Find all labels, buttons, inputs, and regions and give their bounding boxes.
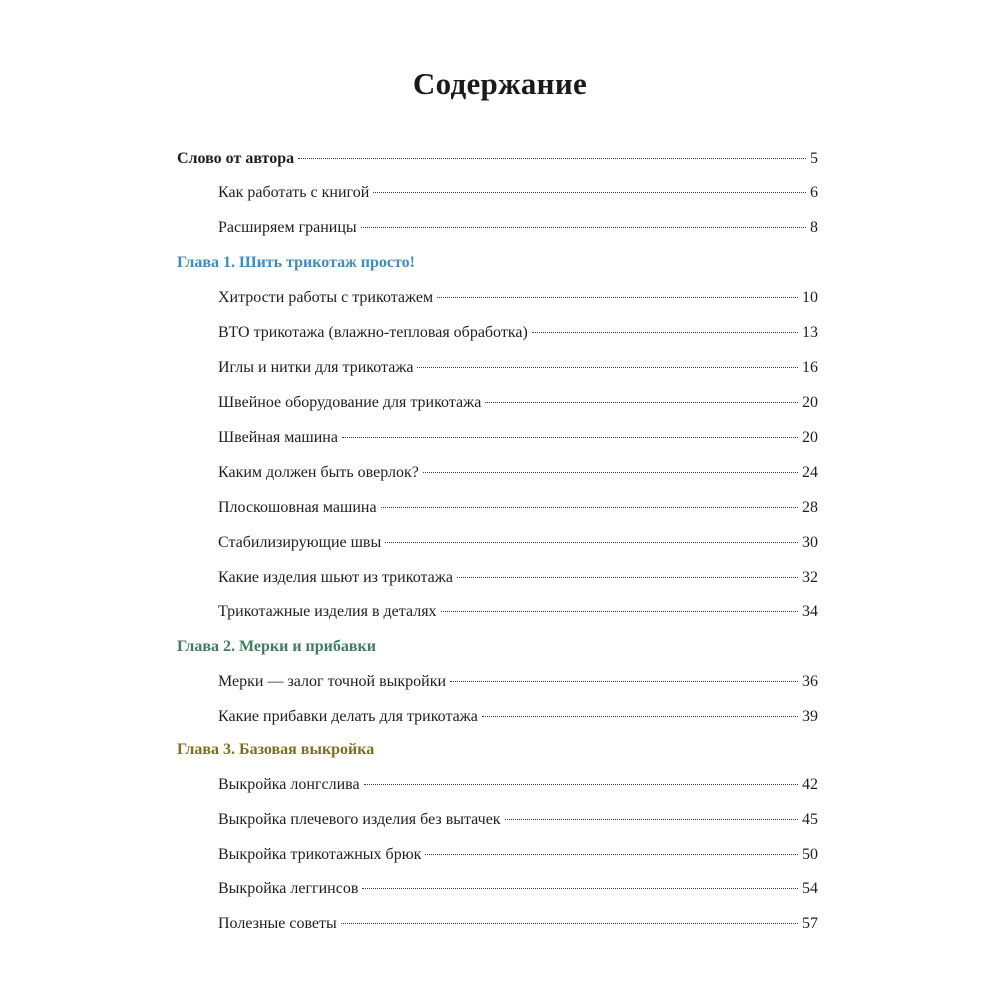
toc-entry-label: Выкройка лонгслива xyxy=(218,776,360,793)
dot-leader xyxy=(457,577,798,578)
dot-leader xyxy=(341,923,798,924)
toc-entry-page: 36 xyxy=(802,673,818,690)
toc-entry[interactable] xyxy=(218,181,818,205)
toc-entry[interactable] xyxy=(218,356,818,380)
toc-entry-label: Швейная машина xyxy=(218,429,338,446)
toc-entry-page: 13 xyxy=(802,324,818,341)
toc-entry-page: 42 xyxy=(802,776,818,793)
toc-entry[interactable] xyxy=(218,600,818,624)
dot-leader xyxy=(505,819,798,820)
toc-entry-page: 45 xyxy=(802,811,818,828)
dot-leader xyxy=(423,472,798,473)
toc-entry-label: Слово от автора xyxy=(177,150,295,167)
toc-entry[interactable] xyxy=(218,216,818,240)
toc-entry-label: Расширяем границы xyxy=(218,219,357,236)
toc-entry-label: Полезные советы xyxy=(218,915,337,932)
dot-leader xyxy=(425,854,798,855)
toc-entry-page: 5 xyxy=(810,150,818,167)
dot-leader xyxy=(298,158,806,159)
toc-entry-label: Плоскошовная машина xyxy=(218,499,377,516)
toc-entry-page: 28 xyxy=(802,499,818,516)
toc-entry[interactable] xyxy=(218,426,818,450)
toc-entry[interactable] xyxy=(218,670,818,694)
toc-entry[interactable] xyxy=(218,496,818,520)
toc-entry[interactable] xyxy=(218,843,818,867)
toc-entry-page: 57 xyxy=(802,915,818,932)
toc-entry[interactable] xyxy=(218,808,818,832)
toc-entry[interactable] xyxy=(218,391,818,415)
dot-leader xyxy=(450,681,798,682)
toc-entry[interactable] xyxy=(218,321,818,345)
toc-entry-page: 8 xyxy=(810,219,818,236)
toc-entry-page: 32 xyxy=(802,569,818,586)
chapter-1-heading[interactable]: Глава 1. Шить трикотаж просто! xyxy=(177,254,415,271)
dot-leader xyxy=(441,611,798,612)
dot-leader xyxy=(364,784,798,785)
toc-entry-label: ВТО трикотажа (влажно-тепловая обработка) xyxy=(218,324,528,341)
toc-entry[interactable] xyxy=(218,773,818,797)
toc-entry-label: Швейное оборудование для трикотажа xyxy=(218,394,482,411)
toc-entry-page: 16 xyxy=(802,359,818,376)
dot-leader xyxy=(361,227,806,228)
dot-leader xyxy=(437,297,798,298)
toc-entry-label: Выкройка плечевого изделия без вытачек xyxy=(218,811,501,828)
dot-leader xyxy=(373,192,806,193)
dot-leader xyxy=(482,716,798,717)
toc-entry-label: Иглы и нитки для трикотажа xyxy=(218,359,414,376)
toc-entry-page: 20 xyxy=(802,394,818,411)
toc-entry-label: Стабилизирующие швы xyxy=(218,534,382,551)
toc-entry-label: Каким должен быть оверлок? xyxy=(218,464,419,481)
toc-entry[interactable] xyxy=(218,566,818,590)
toc-entry-label: Мерки — залог точной выкройки xyxy=(218,673,447,690)
toc-entry-page: 54 xyxy=(802,880,818,897)
toc-entry-page: 6 xyxy=(810,184,818,201)
toc-entry-label: Какие прибавки делать для трикотажа xyxy=(218,708,478,725)
toc-entry-label: Хитрости работы с трикотажем xyxy=(218,289,434,306)
dot-leader xyxy=(381,507,798,508)
chapter-2-heading[interactable]: Глава 2. Мерки и прибавки xyxy=(177,638,376,655)
toc-entry-label: Выкройка трикотажных брюк xyxy=(218,846,422,863)
toc-entry-page: 34 xyxy=(802,603,818,620)
dot-leader xyxy=(532,332,798,333)
dot-leader xyxy=(485,402,798,403)
dot-leader xyxy=(417,367,798,368)
toc-entry-page: 39 xyxy=(802,708,818,725)
toc-entry-page: 50 xyxy=(802,846,818,863)
toc-entry-label: Как работать с книгой xyxy=(218,184,370,201)
toc-entry[interactable] xyxy=(218,705,818,729)
toc-entry[interactable] xyxy=(218,912,818,936)
chapter-3-heading[interactable]: Глава 3. Базовая выкройка xyxy=(177,741,375,758)
dot-leader xyxy=(342,437,798,438)
toc-entry[interactable] xyxy=(218,531,818,555)
dot-leader xyxy=(385,542,798,543)
toc-entry-page: 20 xyxy=(802,429,818,446)
page-title: Содержание xyxy=(412,66,588,101)
toc-entry-page: 30 xyxy=(802,534,818,551)
dot-leader xyxy=(362,888,798,889)
toc-entry[interactable] xyxy=(218,877,818,901)
toc-entry-label: Выкройка леггинсов xyxy=(218,880,359,897)
toc-entry-label: Трикотажные изделия в деталях xyxy=(218,603,437,620)
toc-entry[interactable] xyxy=(218,286,818,310)
toc-entry[interactable] xyxy=(218,461,818,485)
toc-entry-label: Какие изделия шьют из трикотажа xyxy=(218,569,453,586)
toc-entry-page: 10 xyxy=(802,289,818,306)
toc-entry-page: 24 xyxy=(802,464,818,481)
toc-entry-intro[interactable] xyxy=(177,147,818,171)
